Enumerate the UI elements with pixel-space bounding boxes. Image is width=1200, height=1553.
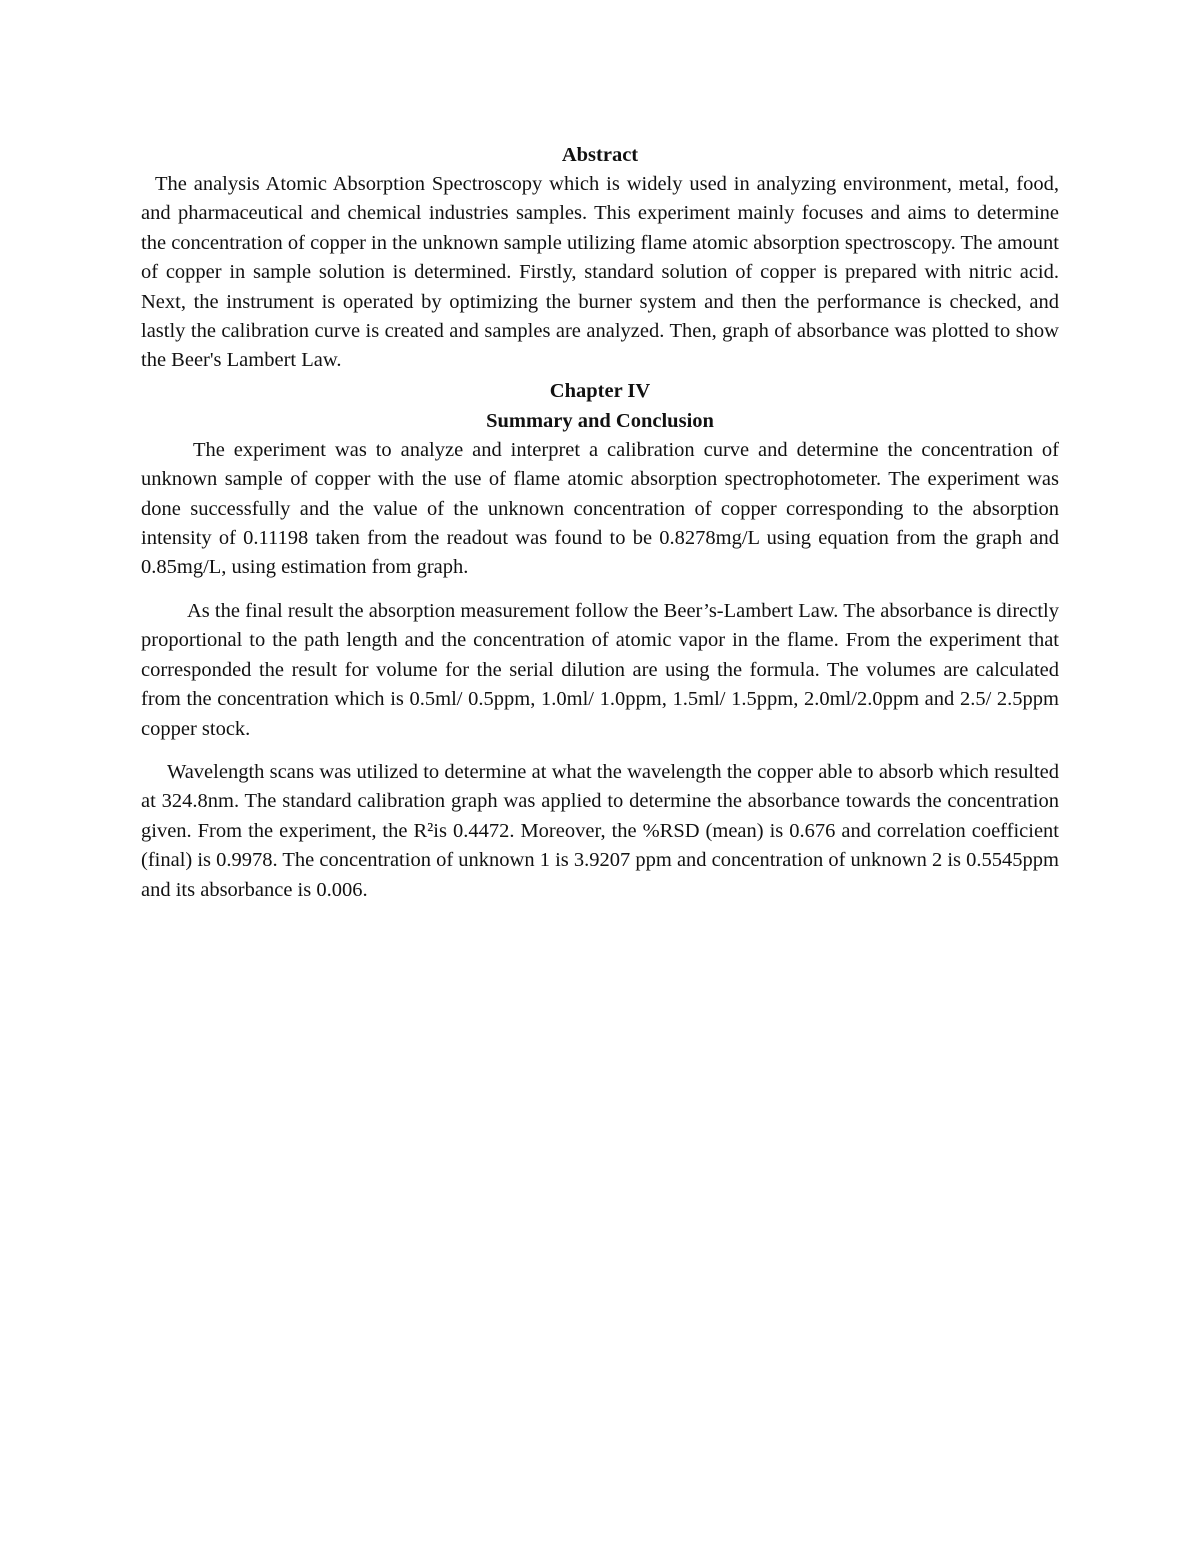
conclusion-paragraph-3: Wavelength scans was utilized to determine at what the wavelength the copper able to absorb which resulted at 324.8nm. The standard calibration graph was applied to determine the absorbance towards the concentration given. From the experiment, the R²is 0.4472. Moreover, the %RSD (mean) is 0.676 and correlation coefficient (final) is 0.9978. The concentration of unknown 1 is 3.9207 ppm and concentration of unknown 2 is 0.5545ppm and its absorbance is 0.006. (141, 760, 1059, 901)
abstract-heading: Abstract (561, 144, 639, 166)
conclusion-paragraph-1: The experiment was to analyze and interpret a calibration curve and determine the concentration of unknown sample of copper with the use of flame atomic absorption spectrophotometer. The experiment was done successfully and the value of the unknown concentration of copper corresponding to the absorption intensity of 0.11198 taken from the readout was found to be 0.8278mg/L using equation from the graph and 0.85mg/L, using estimation from graph. (141, 438, 1059, 579)
conclusion-paragraph-2: As the final result the absorption measurement follow the Beer’s-Lambert Law. The absorbance is directly proportional to the path length and the concentration of atomic vapor in the flame. From the experiment that corresponded the result for volume for the serial dilution are using the formula. The volumes are calculated from the concentration which is 0.5ml/ 0.5ppm, 1.0ml/ 1.0ppm, 1.5ml/ 1.5ppm, 2.0ml/2.0ppm and 2.5/ 2.5ppm copper stock. (141, 599, 1059, 740)
section-title: Summary and Conclusion (486, 409, 714, 432)
chapter-title: Chapter IV (549, 379, 651, 402)
document-page (141, 140, 1059, 905)
abstract-paragraph: The analysis Atomic Absorption Spectroscopy which is widely used in analyzing environment, metal, food, and pharmaceutical and chemical industries samples. This experiment mainly focuses and aims to determine the concentration of copper in the unknown sample utilizing flame atomic absorption spectroscopy. The amount of copper in sample solution is determined. Firstly, standard solution of copper is prepared with nitric acid. Next, the instrument is operated by optimizing the burner system and then the performance is checked, and lastly the calibration curve is created and samples are analyzed. Then, graph of absorbance was plotted to show the Beer's Lambert Law. (141, 173, 1059, 372)
